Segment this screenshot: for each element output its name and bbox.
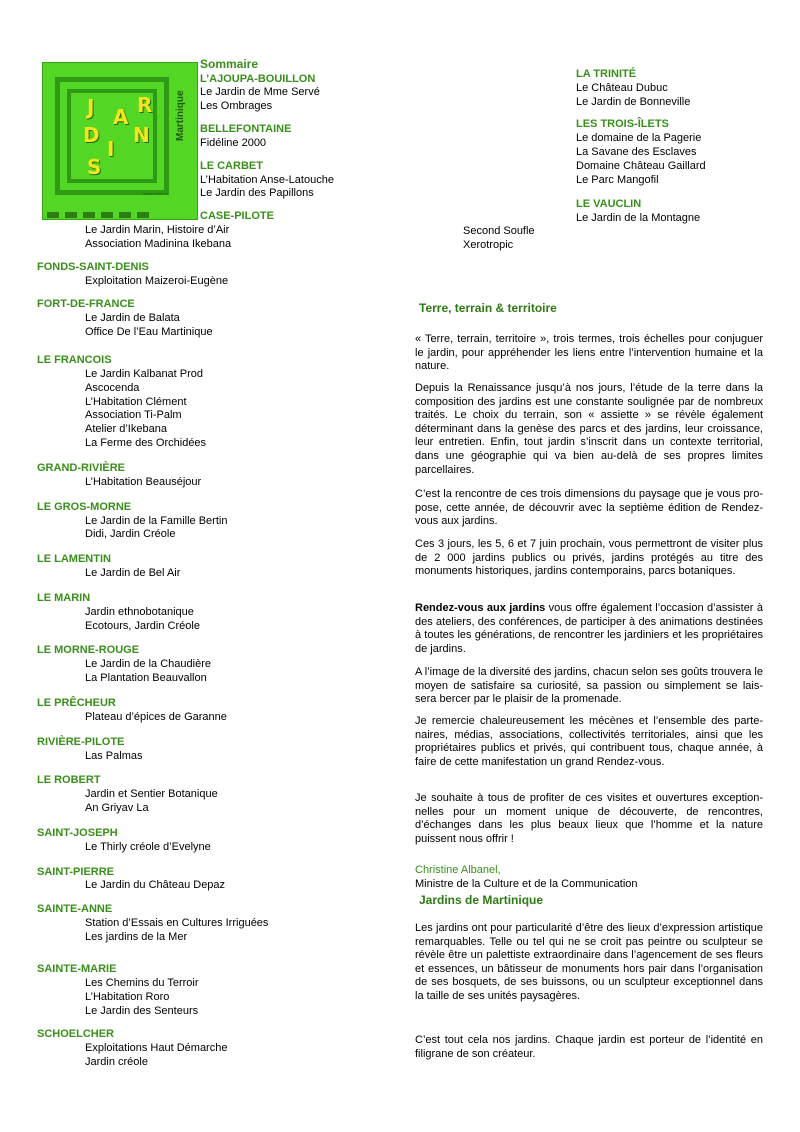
garden-item: Ascocenda	[85, 382, 140, 394]
commune-heading: LE PRÊCHEUR	[37, 697, 116, 709]
garden-item: Association Ti-Palm	[85, 409, 182, 421]
garden-item: Domaine Château Gaillard	[576, 160, 706, 172]
commune-heading: LE ROBERT	[37, 774, 101, 786]
commune-heading: SCHOELCHER	[37, 1028, 115, 1040]
garden-item: Le Jardin des Senteurs	[85, 1005, 199, 1017]
garden-item: La Savane des Esclaves	[576, 146, 697, 158]
garden-item: Xerotropic	[463, 239, 514, 251]
sommaire-title: Sommaire	[200, 57, 259, 71]
signature-name: Christine Albanel,	[415, 864, 501, 876]
intro-paragraph: Je remercie chaleureusement les mécènes et l’ensemble des parte- naires, médias, associations, collectivités territoriales, ainsi que les propriétaires publics et privés, qui contribuent tous, chaque année, à faire de cette manifestation un grand Rendez-vous.	[415, 715, 763, 768]
poster-letter: J	[87, 95, 95, 119]
garden-item: L’Habitation Anse-Latouche	[200, 174, 334, 186]
garden-item: Le Jardin de la Famille Bertin	[85, 515, 228, 527]
commune-heading: GRAND-RIVIÈRE	[37, 462, 126, 474]
paragraph-text: vous offre également l’occasion d’assister à des ateliers, des conférences, de participer à des animations destinées à toutes les générations, de rencontrer les jardiniers et les propriétaires de jardins.	[415, 602, 763, 655]
commune-heading: LES TROIS-ÎLETS	[576, 118, 669, 130]
intro-paragraph: A l’image de la diversité des jardins, chacun selon ses goûts trouvera le moyen de satisfaire sa curiosité, sa passion ou simplement se lais- sera bercer par le plaisir de la promenade.	[415, 666, 763, 706]
garden-item: Le Jardin du Château Depaz	[85, 879, 226, 891]
commune-heading: SAINT-PIERRE	[37, 866, 115, 878]
garden-item: Second Soufle	[463, 225, 535, 237]
garden-item: Didi, Jardin Créole	[85, 528, 176, 540]
garden-item: Exploitations Haut Démarche	[85, 1042, 228, 1054]
commune-heading: LE GROS-MORNE	[37, 501, 132, 513]
garden-item: Ecotours, Jardin Créole	[85, 620, 200, 632]
intro-paragraph: Depuis la Renaissance jusqu’à nos jours, l’étude de la terre dans la composition des jardins est une constante soulignée par de nombreux traités. Le choix du terrain, son « assiette » se révèle également déterminant dans la genèse des parcs et des jardins, leur croissance, leur entretien. Enfin, tout jardin s’inscrit dans un contexte territorial, dans une géographie qui va bien au-delà de ses propres limites parcellaires.	[415, 382, 763, 476]
garden-item: Jardin créole	[85, 1056, 148, 1068]
commune-heading: LE MARIN	[37, 592, 91, 604]
poster-letter: N	[133, 123, 150, 147]
intro-paragraph: Ces 3 jours, les 5, 6 et 7 juin prochain, vous permettront de visiter plus de 2 000 jardins publics ou privés, jardins protégés au titre des monuments historiques, jardins contemporains, parcs botaniques.	[415, 538, 763, 578]
poster-sponsor-logos	[47, 205, 193, 215]
garden-item: Jardin et Sentier Botanique	[85, 788, 218, 800]
garden-item: Atelier d’Ikebana	[85, 423, 167, 435]
garden-item: Station d’Essais en Cultures Irriguées	[85, 917, 269, 929]
garden-item: Le Jardin de Bonneville	[576, 96, 691, 108]
garden-item: L’Habitation Clément	[85, 396, 187, 408]
garden-item: Les jardins de la Mer	[85, 931, 188, 943]
poster-side-text: Martinique	[175, 90, 186, 141]
garden-item: Le Château Dubuc	[576, 82, 668, 94]
garden-item: Le Jardin de la Montagne	[576, 212, 701, 224]
garden-item: Exploitation Maizeroi-Eugène	[85, 275, 229, 287]
commune-heading: SAINT-JOSEPH	[37, 827, 118, 839]
garden-item: Le Thirly créole d’Evelyne	[85, 841, 211, 853]
poster-url: www.culture.fr	[143, 191, 169, 196]
garden-item: An Griyav La	[85, 802, 149, 814]
garden-item: L’Habitation Roro	[85, 991, 170, 1003]
commune-heading: BELLEFONTAINE	[200, 123, 292, 135]
garden-item: Les Ombrages	[200, 100, 273, 112]
intro-paragraph: « Terre, terrain, territoire », trois termes, trois échelles pour conjuguer le jardin, pour appréhender les liens entre l’intervention humaine et la nature.	[415, 333, 763, 373]
garden-item: Fidéline 2000	[200, 137, 267, 149]
commune-heading: FONDS-SAINT-DENIS	[37, 261, 149, 273]
commune-heading: LE LAMENTIN	[37, 553, 111, 565]
garden-item: Plateau d’épices de Garanne	[85, 711, 227, 723]
signature-role: Ministre de la Culture et de la Communication	[415, 878, 638, 890]
section-title-terre: Terre, terrain & territoire	[419, 301, 557, 315]
commune-heading: L’AJOUPA-BOUILLON	[200, 73, 316, 85]
garden-item: Le Parc Mangofil	[576, 174, 659, 186]
commune-heading: LA TRINITÉ	[576, 68, 637, 80]
commune-heading: LE FRANCOIS	[37, 354, 112, 366]
commune-heading: LE CARBET	[200, 160, 263, 172]
body-paragraph: C’est tout cela nos jardins. Chaque jardin est porteur de l’identité en filigrane de son créateur.	[415, 1034, 763, 1060]
event-name: Rendez-vous aux jardins	[415, 602, 546, 614]
garden-item: Association Madinina Ikebana	[85, 238, 232, 250]
garden-item: Le Jardin de la Chaudière	[85, 658, 211, 670]
commune-heading: LE MORNE-ROUGE	[37, 644, 140, 656]
poster-letter: D	[83, 123, 100, 147]
poster-letter: A	[113, 105, 129, 129]
garden-item: Le Jardin de Balata	[85, 312, 180, 324]
section-title-jardins: Jardins de Martinique	[419, 893, 544, 907]
garden-item: Les Chemins du Terroir	[85, 977, 199, 989]
garden-item: Le Jardin des Papillons	[200, 187, 314, 199]
garden-item: Le domaine de la Pagerie	[576, 132, 702, 144]
garden-item: Jardin ethnobotanique	[85, 606, 194, 618]
commune-heading: SAINTE-ANNE	[37, 903, 113, 915]
commune-heading: SAINTE-MARIE	[37, 963, 117, 975]
garden-item: Office De l’Eau Martinique	[85, 326, 213, 338]
garden-item: Le Jardin Marin, Histoire d’Air	[85, 224, 230, 236]
poster-top-strip	[49, 67, 189, 73]
jardins-poster	[42, 62, 198, 220]
intro-paragraph	[415, 602, 763, 656]
garden-item: Le Jardin Kalbanat Prod	[85, 368, 204, 380]
commune-heading: FORT-DE-FRANCE	[37, 298, 135, 310]
garden-item: La Ferme des Orchidées	[85, 437, 207, 449]
commune-heading: RIVIÈRE-PILOTE	[37, 736, 125, 748]
poster-letter: S	[87, 155, 102, 179]
poster-letter: I	[107, 137, 115, 161]
poster-letter: R	[137, 93, 153, 117]
garden-item: Le Jardin de Bel Air	[85, 567, 181, 579]
intro-paragraph: Je souhaite à tous de profiter de ces visites et ouvertures exception- nelles pour un moment unique de découverte, de rencontres, d’échanges dans les plus beaux lieux que l’homme et la nature puissent nous offrir !	[415, 792, 763, 845]
garden-item: L’Habitation Beauséjour	[85, 476, 202, 488]
intro-paragraph: C’est la rencontre de ces trois dimensions du paysage que je vous pro- pose, cette année, de découvrir avec la septième édition de Rendez- vous aux jardins.	[415, 488, 763, 528]
commune-heading: CASE-PILOTE	[200, 210, 274, 222]
garden-item: Las Palmas	[85, 750, 143, 762]
garden-item: Le Jardin de Mme Servé	[200, 86, 320, 98]
commune-heading: LE VAUCLIN	[576, 198, 642, 210]
garden-item: La Plantation Beauvallon	[85, 672, 207, 684]
body-paragraph: Les jardins ont pour particularité d’être des lieux d’expression artistique remarquables. Telle ou tel qui ne se croit pas peintre ou sculpteur se révèle être un palettiste extraordinaire dans l’agencement de ses fleurs et essences, un bâtisseur de monuments hors pair dans l’organisation de ses bosquets, de ses buissons, ou un sculpteur exceptionnel dans la taille de ses unités paysagères.	[415, 922, 763, 1002]
